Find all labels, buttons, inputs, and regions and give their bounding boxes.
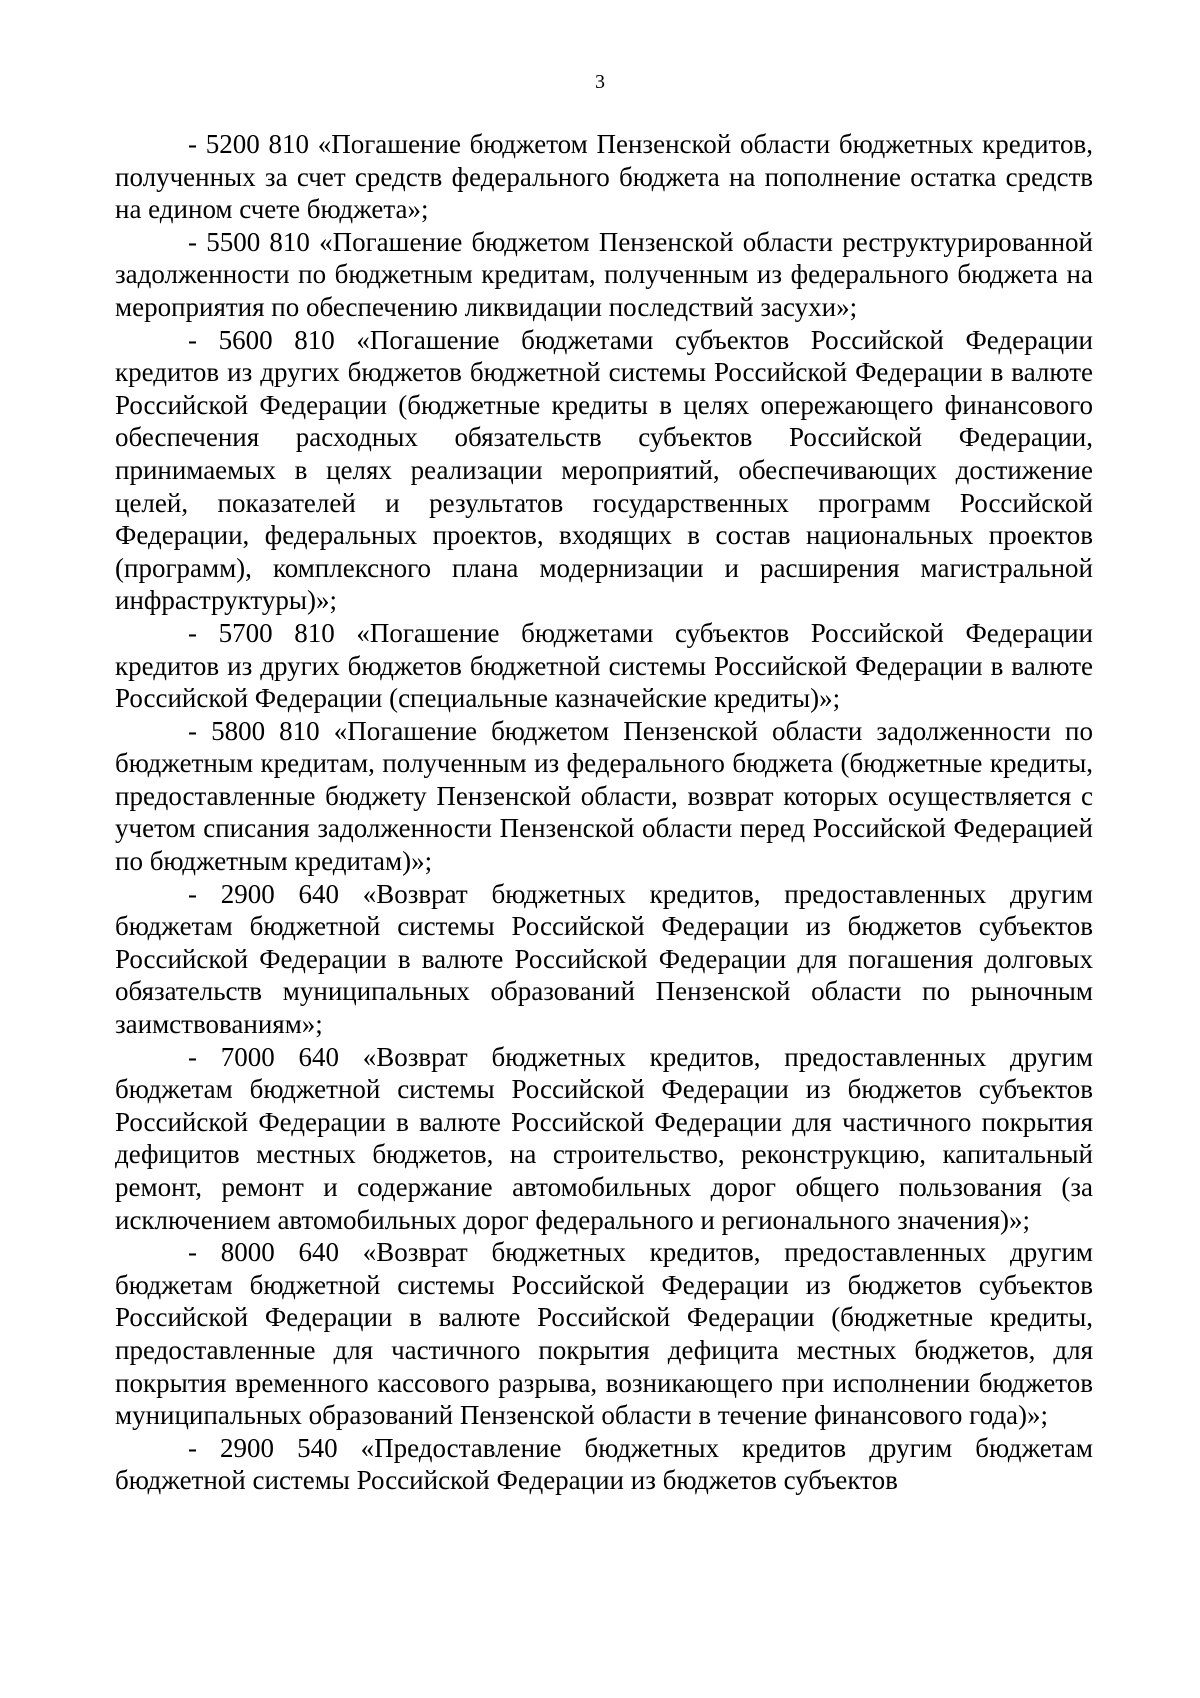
paragraph-code-2900-640: - 2900 640 «Возврат бюджетных кредитов, предоставленных другим бюджетам бюджетной системы Российской Федерации из бюджетов субъектов Российской Федерации в валюте Российской Федерации для погашения долговых обязательств муниципальных образований Пензенской области по рыночным заимствованиям»;: [115, 878, 1093, 1040]
paragraph-code-2900-540: - 2900 540 «Предоставление бюджетных кредитов другим бюджетам бюджетной системы Российской Федерации из бюджетов субъектов: [115, 1432, 1093, 1496]
paragraph-code-5600-810: - 5600 810 «Погашение бюджетами субъектов Российской Федерации кредитов из других бюджетов бюджетной системы Российской Федерации в валюте Российской Федерации (бюджетные кредиты в целях опережающего финансового обеспечения расходных обязательств субъектов Российской Федерации, принимаемых в целях реализации мероприятий, обеспечивающих достижение целей, показателей и результатов государственных программ Российской Федерации, федеральных проектов, входящих в состав национальных проектов (программ), комплексного плана модернизации и расширения магистральной инфраструктуры)»;: [115, 324, 1093, 616]
page-number: 3: [595, 71, 605, 93]
paragraph-code-5700-810: - 5700 810 «Погашение бюджетами субъектов Российской Федерации кредитов из других бюджетов бюджетной системы Российской Федерации в валюте Российской Федерации (специальные казначейские кредиты)»;: [115, 617, 1093, 714]
paragraph-code-5500-810: - 5500 810 «Погашение бюджетом Пензенской области реструктурированной задолженности по бюджетным кредитам, полученным из федерального бюджета на мероприятия по обеспечению ликвидации последствий засухи»;: [115, 226, 1093, 322]
paragraph-code-5200-810: - 5200 810 «Погашение бюджетом Пензенской области бюджетных кредитов, полученных за счет средств федерального бюджета на пополнение остатка средств на едином счете бюджета»;: [115, 129, 1093, 225]
paragraph-code-5800-810: - 5800 810 «Погашение бюджетом Пензенской области задолженности по бюджетным кредитам, полученным из федерального бюджета (бюджетные кредиты, предоставленные бюджету Пензенской области, возврат которых осуществляется с учетом списания задолженности Пензенской области перед Российской Федерацией по бюджетным кредитам)»;: [115, 715, 1093, 877]
paragraph-code-7000-640: - 7000 640 «Возврат бюджетных кредитов, предоставленных другим бюджетам бюджетной системы Российской Федерации из бюджетов субъектов Российской Федерации в валюте Российской Федерации для частичного покрытия дефицитов местных бюджетов, на строительство, реконструкцию, капитальный ремонт, ремонт и содержание автомобильных дорог общего пользования (за исключением автомобильных дорог федерального и регионального значения)»;: [115, 1041, 1093, 1235]
paragraph-code-8000-640: - 8000 640 «Возврат бюджетных кредитов, предоставленных другим бюджетам бюджетной системы Российской Федерации из бюджетов субъектов Российской Федерации в валюте Российской Федерации (бюджетные кредиты, предоставленные для частичного покрытия дефицита местных бюджетов, для покрытия временного кассового разрыва, возникающего при исполнении бюджетов муниципальных образований Пензенской области в течение финансового года)»;: [115, 1237, 1093, 1431]
document-body: [115, 128, 1093, 1497]
